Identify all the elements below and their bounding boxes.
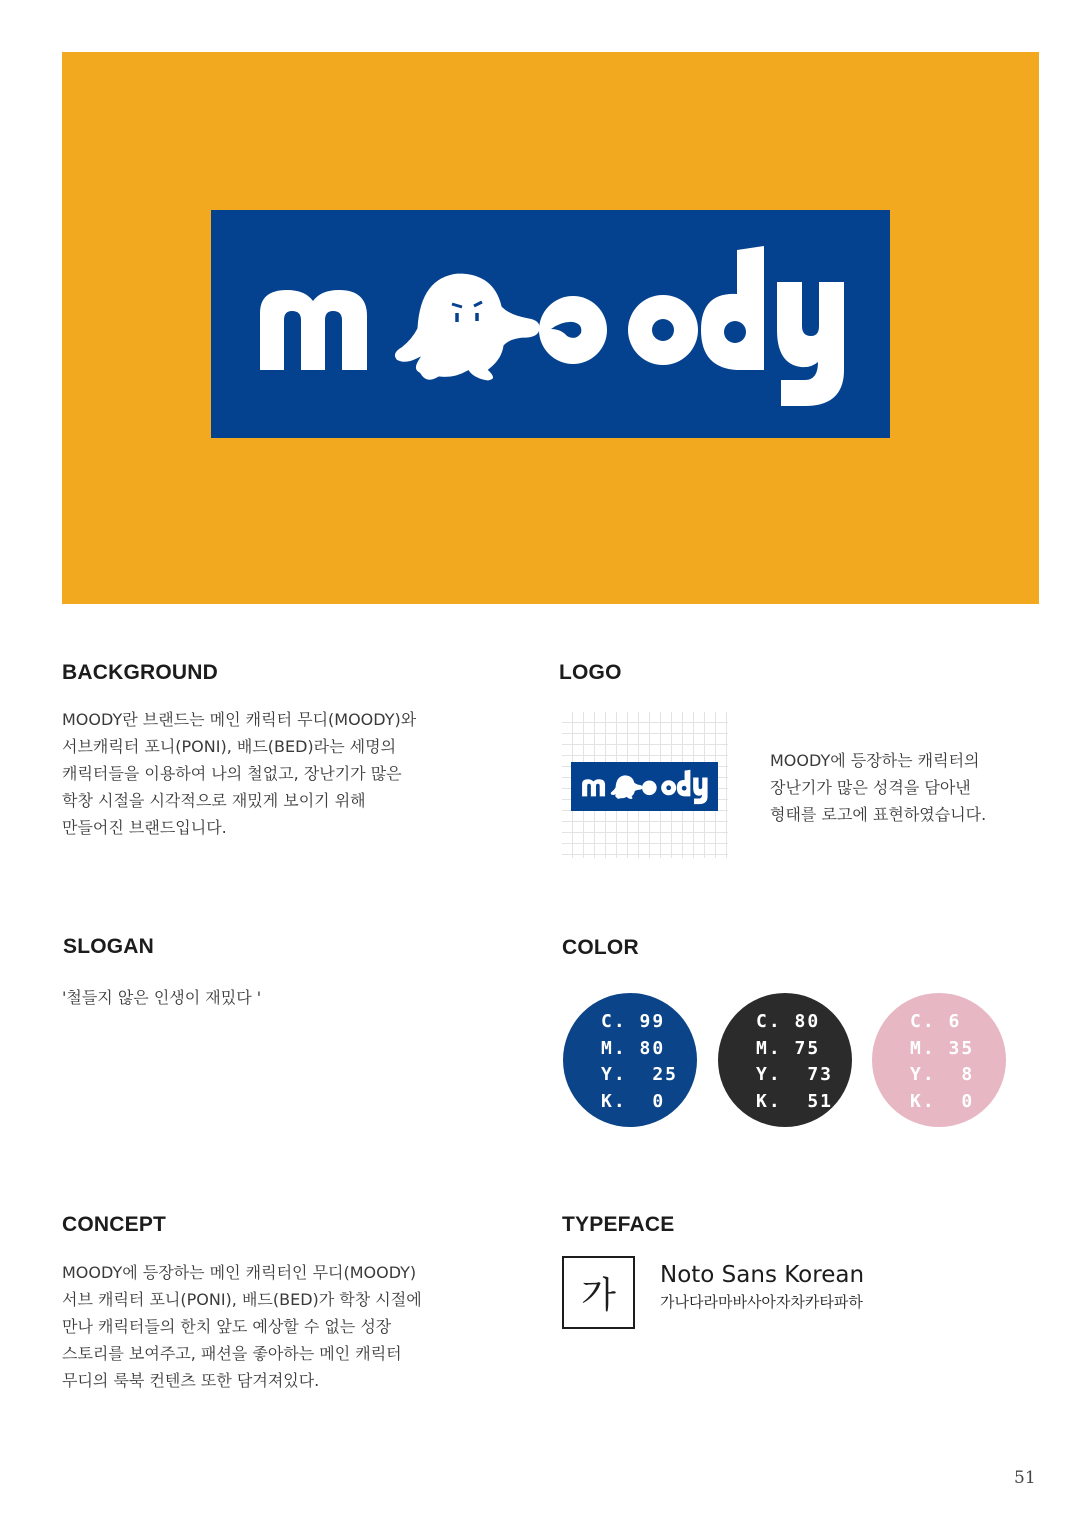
logo-heading: LOGO: [559, 661, 622, 684]
typeface-sample: 가나다라마바사아자차카타파하: [660, 1293, 863, 1311]
cmyk-c: C. 6: [910, 1011, 962, 1032]
concept-description: [62, 1259, 422, 1394]
concept-line: 서브 캐릭터 포니(PONI), 배드(BED)가 학창 시절에: [62, 1290, 422, 1309]
cmyk-values: [910, 1009, 974, 1115]
cmyk-k: K. 51: [756, 1090, 834, 1112]
color-swatch-pink: [872, 993, 1006, 1127]
background-line: 만들어진 브랜드입니다.: [62, 818, 227, 837]
background-line: 서브캐릭터 포니(PONI), 배드(BED)라는 세명의: [62, 737, 397, 756]
moody-logo-small: [571, 762, 718, 811]
concept-line: 스토리를 보여주고, 패션을 좋아하는 메인 캐릭터: [62, 1344, 402, 1363]
logo-description: [770, 747, 986, 828]
typeface-glyph-box: [562, 1256, 635, 1329]
typeface-name: Noto Sans Korean: [660, 1262, 865, 1288]
concept-line: MOODY에 등장하는 메인 캐릭터인 무디(MOODY): [62, 1263, 417, 1282]
moody-logo-artwork: [111, 110, 890, 438]
background-description: [62, 706, 416, 841]
concept-line: 만나 캐릭터들의 한치 앞도 예상할 수 없는 성장: [62, 1317, 392, 1336]
cmyk-values: [756, 1009, 833, 1115]
concept-heading: CONCEPT: [62, 1213, 167, 1236]
cmyk-y: Y. 73: [756, 1064, 834, 1085]
hero-banner: [62, 52, 1039, 604]
cmyk-k: K. 0: [910, 1090, 975, 1112]
typeface-glyph: 가: [581, 1275, 616, 1316]
slogan-heading: SLOGAN: [63, 935, 155, 958]
color-swatch-navy: [563, 993, 697, 1127]
cmyk-y: Y. 8: [910, 1064, 975, 1085]
logo-line: 장난기가 많은 성격을 담아낸: [770, 778, 971, 797]
cmyk-y: Y. 25: [601, 1064, 679, 1085]
slogan-line: '철들지 않은 인생이 재밌다 ': [62, 988, 262, 1007]
cmyk-c: C. 99: [601, 1011, 666, 1032]
background-line: MOODY란 브랜드는 메인 캐릭터 무디(MOODY)와: [62, 710, 417, 729]
slogan-text: [62, 984, 261, 1011]
color-heading: COLOR: [562, 936, 639, 959]
page-number: 51: [1014, 1468, 1036, 1488]
cmyk-k: K. 0: [601, 1090, 666, 1112]
background-line: 캐릭터들을 이용하여 나의 철없고, 장난기가 많은: [62, 764, 402, 783]
moody-logo: [111, 110, 890, 438]
cmyk-m: M. 80: [601, 1037, 666, 1059]
cmyk-values: [601, 1009, 678, 1115]
logo-grid-preview: [562, 712, 728, 858]
logo-line: 형태를 로고에 표현하였습니다.: [770, 805, 987, 824]
moody-logo-small-artwork: [571, 762, 718, 811]
cmyk-m: M. 75: [756, 1037, 821, 1059]
concept-line: 무디의 룩북 컨텐츠 또한 담겨져있다.: [62, 1371, 320, 1390]
typeface-heading: TYPEFACE: [562, 1213, 675, 1236]
cmyk-m: M. 35: [910, 1037, 975, 1059]
moody-logo-text: moody: [111, 110, 115, 111]
color-swatch-black: [718, 993, 852, 1127]
logo-line: MOODY에 등장하는 캐릭터의: [770, 751, 980, 770]
background-heading: BACKGROUND: [62, 661, 218, 684]
cmyk-c: C. 80: [756, 1011, 821, 1032]
background-line: 학창 시절을 시각적으로 재밌게 보이기 위해: [62, 791, 366, 810]
